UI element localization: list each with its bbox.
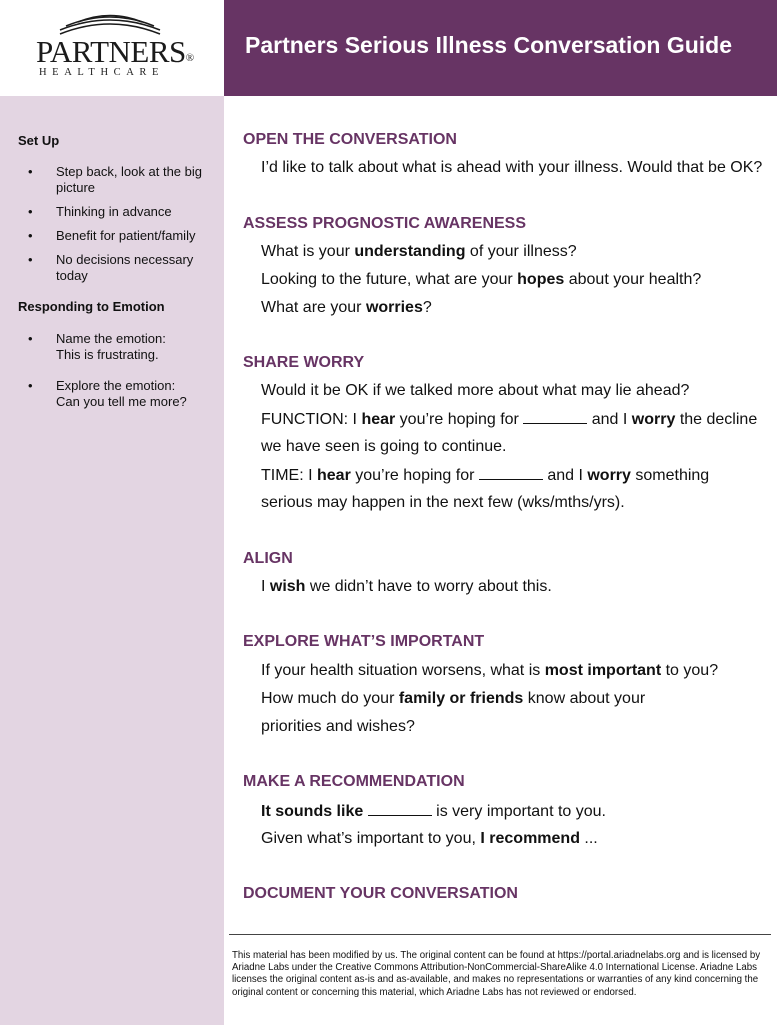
- fill-in-blank: [479, 466, 543, 480]
- logo-wordmark: PARTNERS®: [36, 34, 194, 69]
- explore-line: How much do your family or friends know about your: [261, 690, 646, 707]
- recommend-line: It sounds like is very important to you.: [261, 803, 606, 820]
- share-line: FUNCTION: I hear you’re hoping for and I worry the decline: [261, 411, 758, 428]
- setup-heading: Set Up: [18, 133, 60, 148]
- page-header: [224, 0, 777, 96]
- section-document-title: DOCUMENT YOUR CONVERSATION: [243, 885, 518, 902]
- footer-divider: [229, 934, 771, 935]
- bullet-icon: •: [28, 252, 33, 267]
- bullet-icon: •: [28, 204, 33, 219]
- section-recommend-title: MAKE A RECOMMENDATION: [243, 773, 465, 790]
- share-line: serious may happen in the next few (wks/mths/yrs).: [261, 494, 625, 511]
- section-explore-title: EXPLORE WHAT’S IMPORTANT: [243, 633, 485, 650]
- share-line: Would it be OK if we talked more about what may lie ahead?: [261, 382, 690, 399]
- emotion-heading: Responding to Emotion: [18, 299, 165, 314]
- registered-mark: ®: [185, 52, 194, 64]
- logo-subtitle: HEALTHCARE: [39, 67, 165, 78]
- share-line: we have seen is going to continue.: [261, 438, 507, 455]
- bullet-icon: •: [28, 378, 33, 393]
- logo: [0, 0, 224, 96]
- bullet-icon: •: [28, 331, 33, 346]
- explore-line: priorities and wishes?: [261, 718, 415, 735]
- section-share-title: SHARE WORRY: [243, 354, 365, 371]
- assess-line: What are your worries?: [261, 299, 432, 316]
- sidebar: [0, 0, 224, 1025]
- footer-disclaimer: This material has been modified by us. The original content can be found at https://portal.ariadnelabs.org and is licensed by Ariadne Labs under the Creative Commons Attribution-NonCommercial-ShareAlike 4.0 International License. Ariadne Labs licenses the original content as-is and as-available, and makes no representations or warranties of any kind concerning the original content or concerning this material, which Ariadne Labs has not reviewed or endorsed.: [232, 950, 761, 998]
- align-line: I wish we didn’t have to worry about this.: [261, 578, 552, 595]
- section-align-title: ALIGN: [243, 550, 293, 567]
- assess-line: Looking to the future, what are your hopes about your health?: [261, 271, 702, 288]
- bullet-icon: •: [28, 228, 33, 243]
- section-open-title: OPEN THE CONVERSATION: [243, 131, 457, 148]
- fill-in-blank: [368, 802, 432, 816]
- section-assess-title: ASSESS PROGNOSTIC AWARENESS: [243, 215, 527, 232]
- open-line: I’d like to talk about what is ahead with your illness. Would that be OK?: [261, 159, 763, 176]
- logo-arcs-icon: [58, 14, 162, 36]
- page-title: Partners Serious Illness Conversation Guide: [245, 32, 732, 58]
- recommend-line: Given what’s important to you, I recommend ...: [261, 830, 598, 847]
- share-line: TIME: I hear you’re hoping for and I worry something: [261, 467, 710, 484]
- explore-line: If your health situation worsens, what is most important to you?: [261, 662, 719, 679]
- fill-in-blank: [523, 410, 587, 424]
- bullet-icon: •: [28, 164, 33, 179]
- assess-line: What is your understanding of your illness?: [261, 243, 577, 260]
